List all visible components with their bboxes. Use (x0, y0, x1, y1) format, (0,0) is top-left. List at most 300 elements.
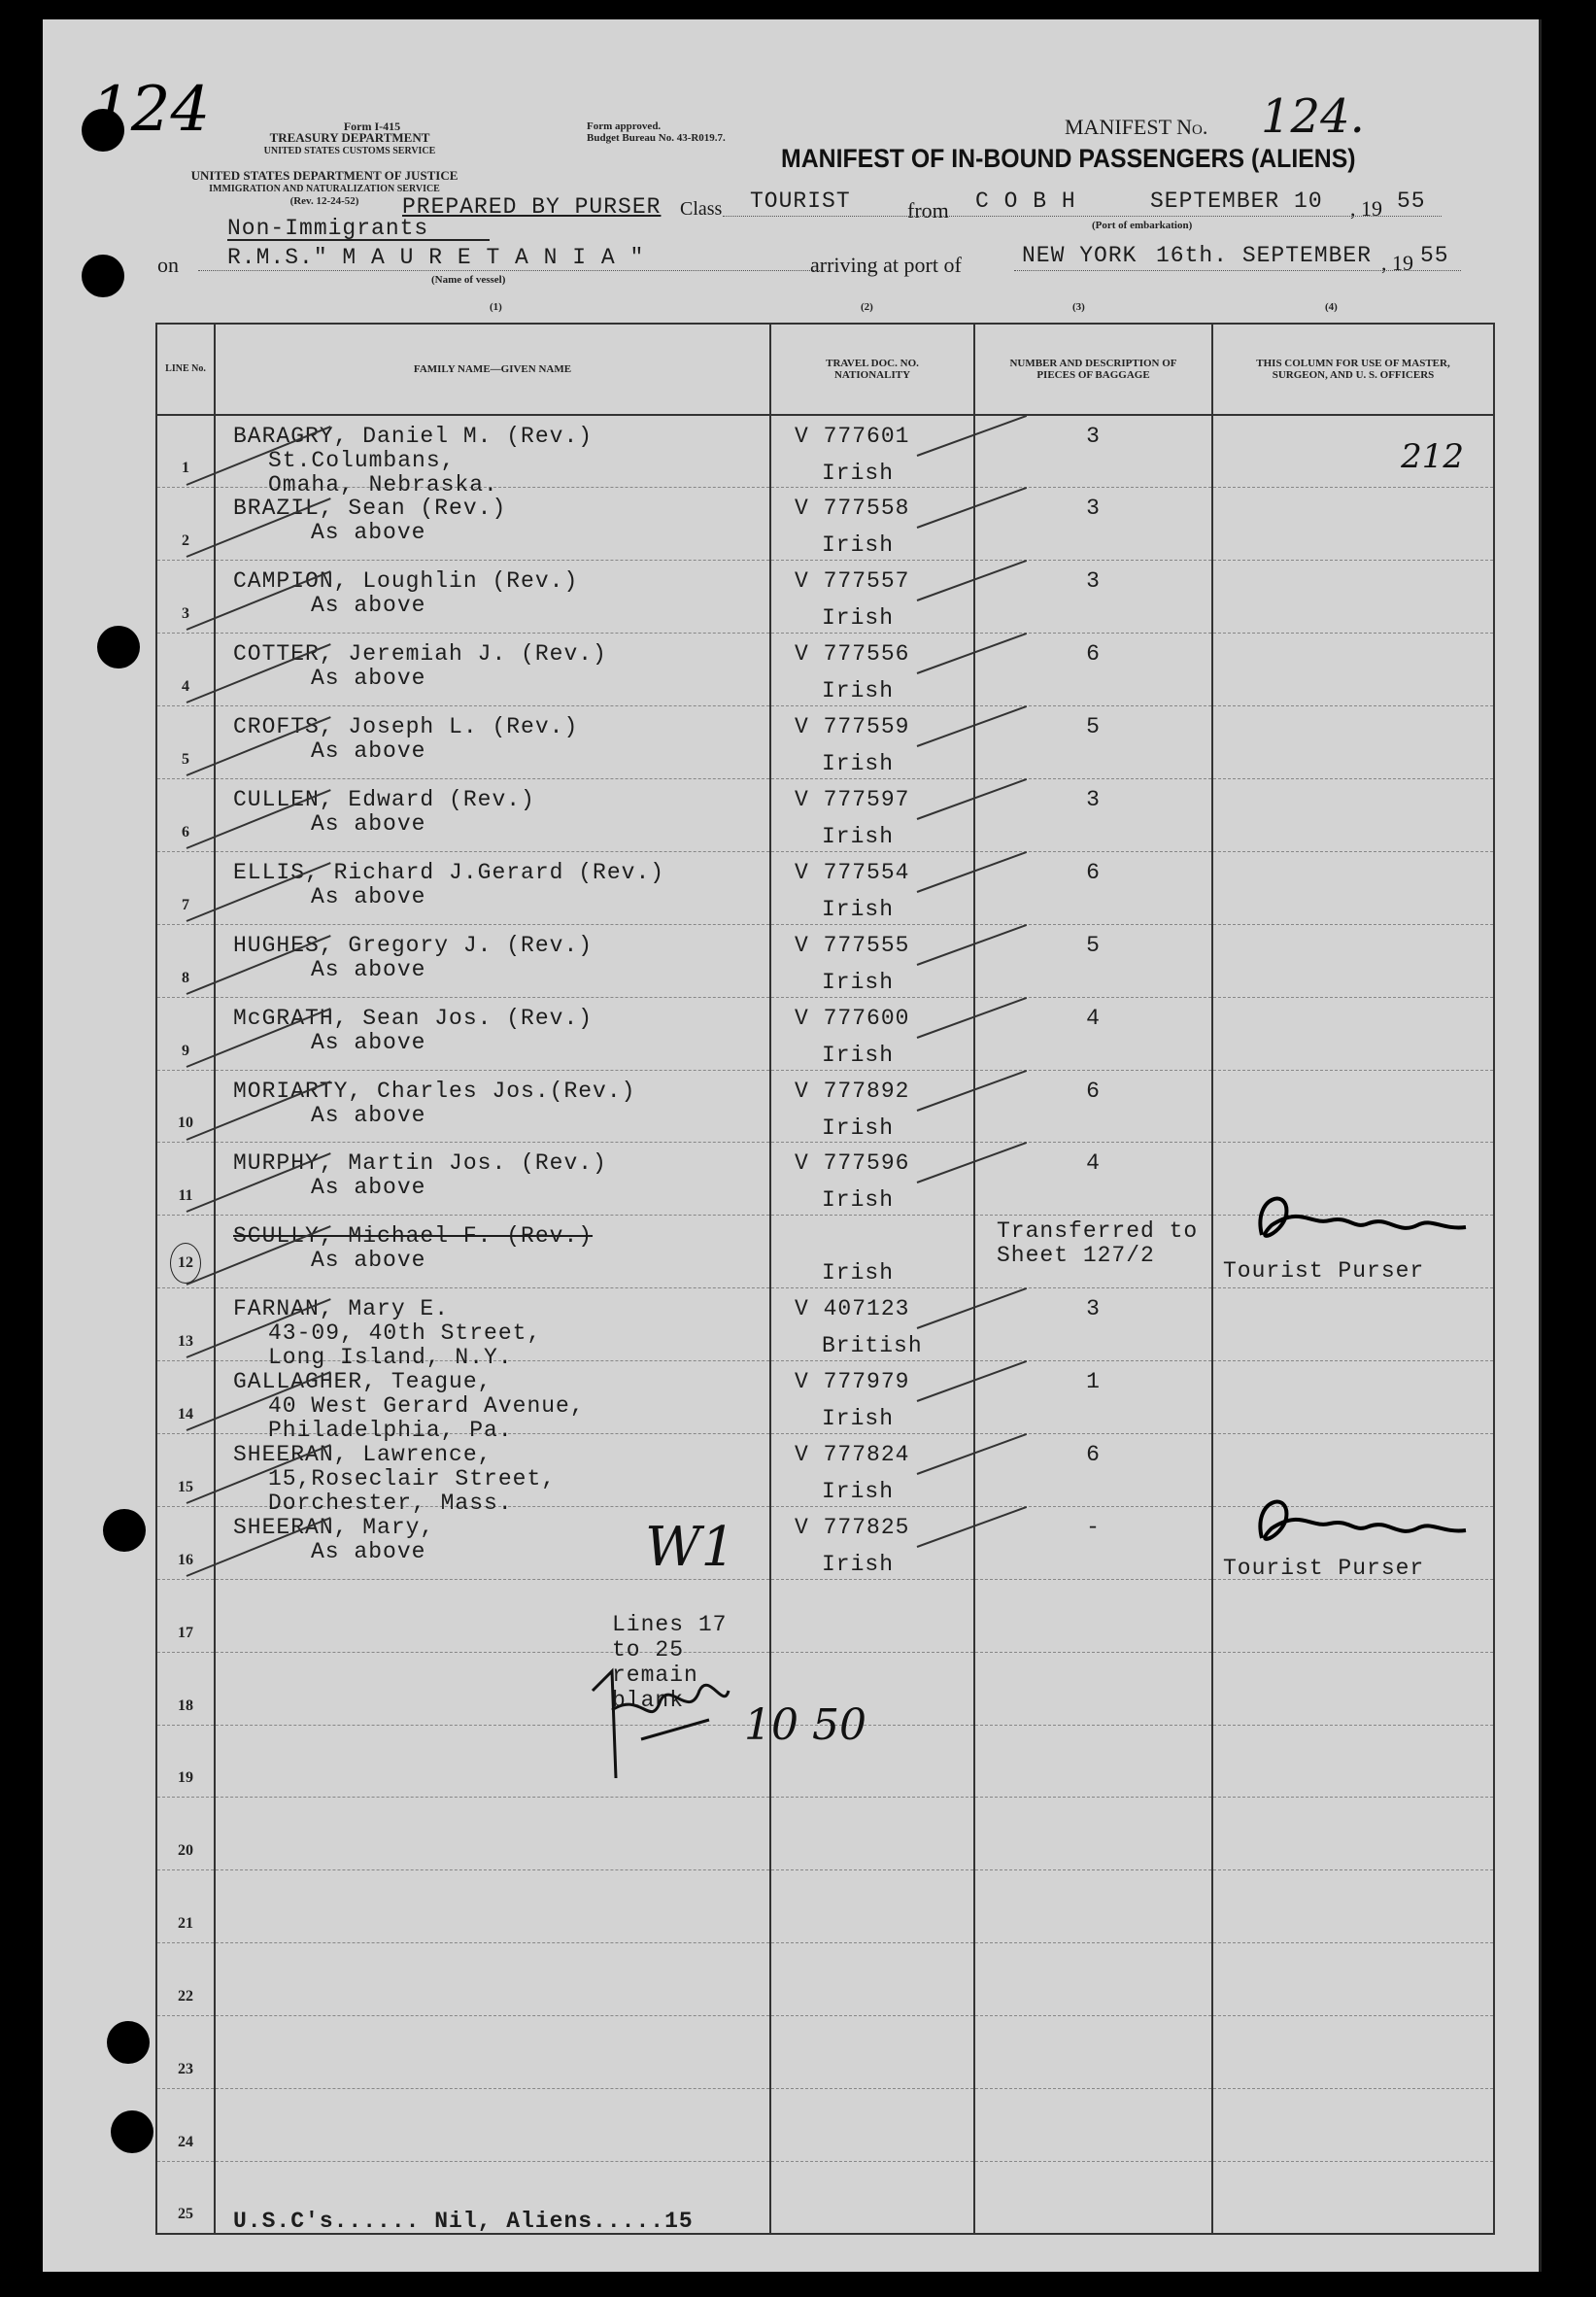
name-cell (215, 778, 770, 851)
name-block (233, 2170, 694, 2233)
line-number: 6 (182, 823, 189, 840)
line-number: 10 (178, 1114, 193, 1132)
dept-treasury: TREASURY DEPARTMENT (269, 130, 430, 145)
baggage-cell (974, 924, 1212, 997)
officers-cell (1212, 778, 1494, 851)
name-detail: As above (311, 810, 426, 837)
travel-doc-cell (770, 1433, 974, 1506)
travel-doc-cell (770, 1943, 974, 2016)
col-num-1: (1) (490, 301, 502, 313)
passenger-name: SHEERAN, Lawrence, (233, 1441, 492, 1467)
line-number: 12 (170, 1243, 201, 1284)
table-row (156, 2016, 1494, 2089)
baggage-cell (974, 2161, 1212, 2234)
line-number: 24 (178, 2133, 193, 2150)
punch-hole (82, 255, 124, 297)
table-row (156, 1870, 1494, 1943)
name-detail: Philadelphia, Pa. (268, 1418, 513, 1444)
name-detail: Long Island, N.Y. (268, 1345, 513, 1371)
name-detail: As above (311, 1029, 426, 1055)
line-number: 7 (182, 896, 189, 913)
name-detail: As above (311, 1538, 426, 1564)
travel-doc-cell (770, 1143, 974, 1216)
name-cell (215, 1143, 770, 1216)
passenger-name: COTTER, Jeremiah J. (Rev.) (233, 641, 607, 668)
table-row (156, 2161, 1494, 2234)
travel-doc-number: V 777824 (795, 1441, 910, 1467)
baggage-cell (974, 1070, 1212, 1143)
line-number-cell (156, 1725, 215, 1798)
officers-cell (1212, 1216, 1494, 1288)
baggage-cell (974, 1143, 1212, 1216)
header-travel-doc: TRAVEL DOC. NO. NATIONALITY (770, 324, 974, 415)
port-caption: (Port of embarkation) (1092, 220, 1193, 231)
dept-ins: IMMIGRATION AND NATURALIZATION SERVICE (209, 184, 440, 194)
officers-cell (1212, 1652, 1494, 1725)
purser-signature (1233, 1186, 1485, 1254)
name-detail: As above (311, 666, 426, 692)
arriving-port: NEW YORK (1022, 243, 1138, 268)
travel-doc-cell (770, 1216, 974, 1288)
name-cell (215, 851, 770, 924)
officers-cell (1212, 2161, 1494, 2234)
travel-doc-cell (770, 2088, 974, 2161)
officers-cell (1212, 1870, 1494, 1943)
arriving-underline (1014, 270, 1461, 271)
line-number: 23 (178, 2060, 193, 2077)
nationality: Irish (822, 1042, 895, 1068)
officers-cell (1212, 997, 1494, 1070)
baggage-cell (974, 634, 1212, 706)
line-number-cell (156, 2016, 215, 2089)
name-detail: 40 West Gerard Avenue, (268, 1393, 585, 1420)
on-label: on (157, 253, 179, 277)
vessel-name: R.M.S." M A U R E T A N I A " (227, 245, 645, 270)
line-number: 21 (178, 1915, 193, 1933)
travel-doc-number: V 777979 (795, 1369, 910, 1395)
passenger-name: HUGHES, Gregory J. (Rev.) (233, 932, 594, 958)
header-name: FAMILY NAME—GIVEN NAME (215, 324, 770, 415)
header-baggage: NUMBER AND DESCRIPTION OF PIECES OF BAGGAGE (974, 324, 1212, 415)
nationality: Irish (822, 532, 895, 559)
baggage-count: 3 (1086, 568, 1101, 595)
baggage-count: 3 (1086, 1296, 1101, 1322)
line-number: 14 (178, 1405, 193, 1423)
table-row (156, 488, 1494, 561)
col-num-3: (3) (1072, 301, 1085, 313)
travel-doc-number: V 777601 (795, 424, 910, 449)
class-label: Class (680, 198, 723, 220)
baggage-count: 6 (1086, 1078, 1101, 1104)
baggage-cell (974, 1870, 1212, 1943)
line-number: 22 (178, 1988, 193, 2006)
passenger-name: U.S.C's...... Nil, Aliens.....15 (233, 2208, 694, 2234)
name-cell (215, 1361, 770, 1444)
officers-cell (1212, 2088, 1494, 2161)
name-block (233, 1588, 769, 1713)
officers-cell (1212, 2016, 1494, 2089)
vessel-caption: (Name of vessel) (431, 274, 506, 286)
name-detail: St.Columbans, (268, 448, 456, 473)
name-detail: As above (311, 1102, 426, 1128)
vessel-underline (198, 270, 820, 271)
name-block (233, 714, 578, 763)
baggage-count: 4 (1086, 1150, 1101, 1177)
passenger-name: BARAGRY, Daniel M. (Rev.) (233, 424, 594, 449)
baggage-cell (974, 1725, 1212, 1798)
category: Non-Immigrants (227, 216, 429, 241)
travel-doc-number: V 777597 (795, 786, 910, 812)
travel-doc-cell (770, 706, 974, 779)
travel-doc-number: V 777825 (795, 1514, 910, 1540)
name-cell (215, 1216, 770, 1288)
name-detail: As above (311, 1248, 426, 1274)
travel-doc-cell (770, 1870, 974, 1943)
name-cell (215, 1798, 770, 1870)
col-num-2: (2) (861, 301, 873, 313)
line-number: 18 (178, 1697, 193, 1714)
line-number: 4 (182, 678, 189, 696)
travel-doc-number: V 777600 (795, 1005, 910, 1031)
officers-cell (1212, 415, 1494, 488)
table-row (156, 997, 1494, 1070)
form-approved: Form approved. (587, 120, 662, 132)
officers-cell (1212, 1288, 1494, 1361)
baggage-cell (974, 415, 1212, 488)
line-number: 8 (182, 969, 189, 986)
line-number: 13 (178, 1333, 193, 1351)
officers-cell (1212, 1579, 1494, 1652)
name-cell (215, 1943, 770, 2016)
line-number: 15 (178, 1478, 193, 1495)
name-block (233, 1150, 607, 1199)
baggage-cell (974, 561, 1212, 634)
travel-doc-cell (770, 778, 974, 851)
travel-doc-cell (770, 1798, 974, 1870)
passenger-name: SHEERAN, Mary, (233, 1514, 435, 1540)
name-detail: 15,Roseclair Street, (268, 1465, 557, 1491)
line-number-cell (156, 1798, 215, 1870)
name-detail: As above (311, 738, 426, 765)
baggage-count: - (1086, 1514, 1101, 1540)
year-prefix: , 19 (1350, 196, 1382, 221)
officers-cell (1212, 1506, 1494, 1579)
travel-doc-number: V 777596 (795, 1150, 910, 1177)
purser-signature-caption: Tourist Purser (1223, 1555, 1425, 1581)
name-cell (215, 1433, 770, 1516)
baggage-count: 3 (1086, 786, 1101, 812)
table-row (156, 778, 1494, 851)
table-row (156, 1361, 1494, 1434)
passenger-name: ELLIS, Richard J.Gerard (Rev.) (233, 859, 665, 885)
name-cell (215, 997, 770, 1070)
budget-bureau: Budget Bureau No. 43-R019.7. (587, 132, 726, 144)
name-cell (215, 924, 770, 997)
nationality: Irish (822, 461, 895, 486)
name-block (233, 1223, 593, 1272)
name-cell (215, 1070, 770, 1143)
travel-doc-cell (770, 2161, 974, 2234)
form-number: Form I-415 (343, 120, 401, 133)
baggage-cell (974, 1433, 1212, 1506)
passenger-table (155, 323, 1495, 2235)
travel-doc-cell (770, 2016, 974, 2089)
travel-doc-cell (770, 1506, 974, 1579)
officers-cell (1212, 488, 1494, 561)
travel-doc-number: V 777555 (795, 932, 910, 958)
arriving-label: arriving at port of (810, 253, 962, 277)
arriving-year-prefix: , 19 (1381, 251, 1413, 275)
line-number-cell (156, 2088, 215, 2161)
table-row (156, 1579, 1494, 1652)
passenger-name: BRAZIL, Sean (Rev.) (233, 496, 507, 522)
nationality: Irish (822, 1187, 895, 1214)
passenger-name: MURPHY, Martin Jos. (Rev.) (233, 1150, 607, 1177)
travel-doc-number: V 407123 (795, 1296, 910, 1322)
travel-doc-cell (770, 415, 974, 488)
arriving-year: 55 (1420, 243, 1449, 268)
nationality: Irish (822, 969, 895, 995)
line-number: 11 (178, 1187, 193, 1205)
manifest-sheet (43, 19, 1542, 2272)
handwritten-fraction: 10 50 (744, 1700, 866, 1750)
name-block (233, 1006, 593, 1054)
travel-doc-number: V 777559 (795, 714, 910, 740)
year-value: 55 (1397, 189, 1426, 214)
form-revision: (Rev. 12-24-52) (289, 195, 359, 207)
baggage-cell (974, 2016, 1212, 2089)
name-detail: As above (311, 956, 426, 982)
travel-doc-number: V 777557 (795, 568, 910, 595)
name-cell (215, 634, 770, 706)
passenger-name: GALLAGHER, Teague, (233, 1369, 492, 1395)
nationality: Irish (822, 896, 895, 922)
punch-hole (103, 1509, 146, 1552)
table-row (156, 924, 1494, 997)
punch-hole (97, 626, 140, 669)
officers-cell (1212, 924, 1494, 997)
line-number-cell (156, 1870, 215, 1943)
baggage-count: 6 (1086, 1441, 1101, 1467)
travel-doc-number: V 777892 (795, 1078, 910, 1104)
travel-doc-cell (770, 634, 974, 706)
baggage-cell (974, 706, 1212, 779)
baggage-cell (974, 1288, 1212, 1361)
line-number: 9 (182, 1042, 189, 1059)
name-detail: 43-09, 40th Street, (268, 1320, 542, 1347)
baggage-count: 6 (1086, 859, 1101, 885)
purser-signature-caption: Tourist Purser (1223, 1258, 1425, 1285)
table-row (156, 2088, 1494, 2161)
purser-signature (1233, 1490, 1485, 1558)
line-number-cell (156, 1652, 215, 1725)
travel-doc-number: V 777558 (795, 496, 910, 522)
baggage-count: 3 (1086, 496, 1101, 522)
table-row (156, 1798, 1494, 1870)
nationality: Irish (822, 751, 895, 777)
manifest-no-label: MANIFEST No. (1065, 115, 1208, 139)
nationality: Irish (822, 1478, 895, 1504)
line-number: 5 (182, 750, 189, 768)
passenger-name: SCULLY, Michael F. (Rev.) (233, 1223, 594, 1250)
passenger-name: CULLEN, Edward (Rev.) (233, 786, 535, 812)
punch-hole (107, 2021, 150, 2064)
name-cell (215, 1288, 770, 1371)
name-block (233, 1515, 434, 1563)
baggage-count: 1 (1086, 1369, 1101, 1395)
name-cell (215, 415, 770, 497)
travel-doc-cell (770, 924, 974, 997)
baggage-cell (974, 488, 1212, 561)
travel-doc-cell (770, 1288, 974, 1361)
travel-doc-cell (770, 488, 974, 561)
name-block (233, 568, 578, 617)
col-num-4: (4) (1325, 301, 1338, 313)
nationality: Irish (822, 1260, 895, 1286)
travel-doc-cell (770, 1361, 974, 1434)
passenger-name: CROFTS, Joseph L. (Rev.) (233, 714, 579, 740)
table-row (156, 1216, 1494, 1288)
name-cell (215, 2088, 770, 2161)
table-row (156, 561, 1494, 634)
line-number-cell (156, 1579, 215, 1652)
baggage-count: 6 (1086, 641, 1101, 668)
from-value: C O B H (975, 189, 1076, 214)
name-cell (215, 2161, 770, 2234)
travel-doc-cell (770, 561, 974, 634)
line-number: 3 (182, 605, 189, 623)
name-cell (215, 706, 770, 779)
header-line-no: LINE No. (156, 324, 215, 415)
name-block (233, 1296, 541, 1369)
baggage-cell (974, 778, 1212, 851)
travel-doc-cell (770, 997, 974, 1070)
dept-justice: UNITED STATES DEPARTMENT OF JUSTICE (190, 168, 458, 183)
dept-customs: UNITED STATES CUSTOMS SERVICE (263, 146, 436, 156)
officers-cell (1212, 706, 1494, 779)
baggage-count: Transferred to Sheet 127/2 (997, 1218, 1199, 1269)
passenger-name: McGRATH, Sean Jos. (Rev.) (233, 1005, 594, 1031)
name-detail: As above (311, 593, 426, 619)
baggage-cell (974, 997, 1212, 1070)
name-block (233, 1079, 635, 1127)
officers-cell (1212, 1361, 1494, 1434)
officers-cell (1212, 1070, 1494, 1143)
name-detail: As above (311, 883, 426, 909)
baggage-cell (974, 1579, 1212, 1652)
table-row (156, 1070, 1494, 1143)
name-block (233, 424, 593, 497)
name-cell (215, 561, 770, 634)
travel-doc-cell (770, 1070, 974, 1143)
table-row (156, 1506, 1494, 1579)
baggage-cell (974, 1216, 1212, 1288)
line-number-cell (156, 2161, 215, 2234)
baggage-cell (974, 1652, 1212, 1725)
line-number-cell (156, 1943, 215, 2016)
name-detail: Dorchester, Mass. (268, 1490, 513, 1516)
class-value: TOURIST (750, 189, 851, 214)
name-cell (215, 1870, 770, 1943)
line-number: 1 (182, 460, 189, 477)
passenger-name: CAMPION, Loughlin (Rev.) (233, 568, 579, 595)
prepared-by: PREPARED BY PURSER (402, 194, 662, 220)
page-title: MANIFEST OF IN-BOUND PASSENGERS (ALIENS) (781, 144, 1356, 173)
name-block (233, 1369, 585, 1442)
nationality: Irish (822, 1114, 895, 1141)
name-block (233, 933, 593, 981)
table-row (156, 1288, 1494, 1361)
table-row (156, 634, 1494, 706)
baggage-cell (974, 1798, 1212, 1870)
baggage-cell (974, 1361, 1212, 1434)
line-number: 17 (178, 1624, 193, 1641)
line-number: 16 (178, 1551, 193, 1568)
nationality: British (822, 1333, 923, 1359)
name-block (233, 1442, 556, 1515)
nationality: Irish (822, 1551, 895, 1577)
baggage-count: 5 (1086, 932, 1101, 958)
travel-doc-cell (770, 851, 974, 924)
name-cell (215, 1579, 770, 1713)
officer-annotation: 212 (1401, 437, 1464, 476)
officers-cell (1212, 1725, 1494, 1798)
officers-cell (1212, 1943, 1494, 2016)
nationality: Irish (822, 1406, 895, 1432)
name-cell (215, 488, 770, 561)
initials-scribble (583, 1652, 738, 1788)
embark-date: SEPTEMBER 10 (1150, 189, 1323, 214)
baggage-cell (974, 851, 1212, 924)
table-row (156, 851, 1494, 924)
baggage-cell (974, 1943, 1212, 2016)
travel-doc-number: V 777556 (795, 641, 910, 668)
baggage-cell (974, 2088, 1212, 2161)
passenger-name: FARNAN, Mary E. (233, 1296, 450, 1322)
baggage-count: 4 (1086, 1005, 1101, 1031)
name-detail: Lines 17 to 25 remain blank (612, 1611, 728, 1713)
nationality: Irish (822, 678, 895, 704)
table-row (156, 706, 1494, 779)
handwritten-page-number: 124 (91, 74, 211, 146)
officers-cell (1212, 851, 1494, 924)
baggage-cell (974, 1506, 1212, 1579)
passenger-name (233, 1588, 769, 1612)
nationality: Irish (822, 605, 895, 632)
manifest-number: 124. (1261, 89, 1365, 144)
handwritten-mark-w: W1 (645, 1516, 736, 1579)
name-detail: Omaha, Nebraska. (268, 472, 498, 497)
baggage-count: 5 (1086, 714, 1101, 740)
header-officers: THIS COLUMN FOR USE OF MASTER, SURGEON, AND U. S. OFFICERS (1212, 324, 1494, 415)
table-row (156, 1943, 1494, 2016)
officers-cell (1212, 561, 1494, 634)
name-block (233, 860, 664, 909)
category-underline (227, 239, 490, 241)
travel-doc-number: V 777554 (795, 859, 910, 885)
name-detail: As above (311, 520, 426, 546)
officers-cell (1212, 1798, 1494, 1870)
name-cell (215, 2016, 770, 2089)
line-number: 19 (178, 1769, 193, 1787)
line-number: 2 (182, 532, 189, 550)
officers-cell (1212, 634, 1494, 706)
baggage-count: 3 (1086, 424, 1101, 449)
table-row (156, 415, 1494, 488)
line-number: 20 (178, 1842, 193, 1860)
line-number: 25 (178, 2206, 193, 2223)
travel-doc-cell (770, 1579, 974, 1652)
